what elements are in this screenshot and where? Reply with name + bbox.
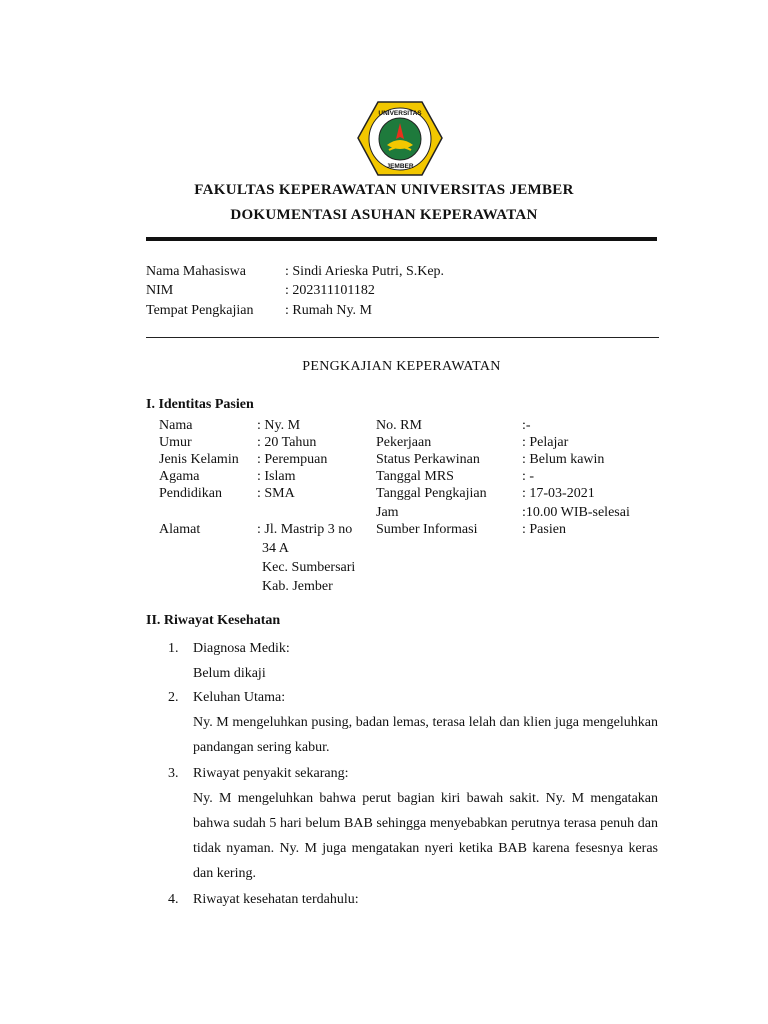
student-value-name: : Sindi Arieska Putri, S.Kep. [285, 264, 445, 279]
history-item-title: Diagnosa Medik: [193, 641, 290, 656]
student-value-nim: : 202311101182 [285, 283, 375, 298]
identity-label-status: Status Perkawinan [376, 452, 480, 467]
identity-value-alamat-2: 34 A [262, 541, 289, 556]
student-label-name: Nama Mahasiswa [146, 264, 246, 279]
identity-label-gender: Jenis Kelamin [159, 452, 239, 467]
identity-heading: I. Identitas Pasien [146, 397, 254, 412]
history-item-number: 2. [168, 690, 179, 705]
history-item-body: Ny. M mengeluhkan bahwa perut bagian kiri bawah sakit. Ny. M mengatakan bahwa sudah 5 hari belum BAB sehingga menyebabkan perutnya terasa penuh dan tidak nyaman. Ny. M juga mengatakan nyeri ketika BAB karena fesesnya keras dan kering. [193, 791, 658, 881]
history-item-number: 4. [168, 892, 179, 907]
identity-label-tanggal: Tanggal Pengkajian [376, 486, 487, 501]
identity-label-pendidikan: Pendidikan [159, 486, 222, 501]
identity-value-pendidikan: : SMA [257, 486, 295, 501]
identity-label-agama: Agama [159, 469, 200, 484]
header-divider-thick [146, 237, 657, 241]
identity-value-tanggal: : 17-03-2021 [522, 486, 595, 501]
identity-value-agama: : Islam [257, 469, 296, 484]
identity-value-status: : Belum kawin [522, 452, 605, 467]
identity-value-pekerjaan: : Pelajar [522, 435, 569, 450]
document-title: DOKUMENTASI ASUHAN KEPERAWATAN [230, 207, 538, 223]
identity-value-gender: : Perempuan [257, 452, 328, 467]
history-item-number: 3. [168, 766, 179, 781]
history-item-title: Riwayat kesehatan terdahulu: [193, 892, 359, 907]
svg-text:UNIVERSITAS: UNIVERSITAS [378, 110, 422, 117]
faculty-title: FAKULTAS KEPERAWATAN UNIVERSITAS JEMBER [194, 182, 574, 198]
history-item-title: Keluhan Utama: [193, 690, 286, 705]
identity-label-jam: Jam [376, 505, 399, 520]
identity-value-mrs: : - [522, 469, 535, 484]
university-logo-icon [357, 101, 443, 176]
student-label-nim: NIM [146, 283, 174, 298]
identity-value-nama: : Ny. M [257, 418, 301, 433]
identity-label-nama: Nama [159, 418, 193, 433]
identity-label-pekerjaan: Pekerjaan [376, 435, 432, 450]
identity-label-alamat: Alamat [159, 522, 201, 537]
identity-value-alamat-4: Kab. Jember [262, 579, 333, 594]
svg-text:JEMBER: JEMBER [386, 163, 414, 170]
history-item-number: 1. [168, 641, 179, 656]
student-divider [146, 337, 659, 338]
identity-label-umur: Umur [159, 435, 192, 450]
history-item-body: Belum dikaji [193, 666, 266, 681]
student-value-place: : Rumah Ny. M [285, 303, 372, 318]
student-label-place: Tempat Pengkajian [146, 303, 254, 318]
history-item-body: Ny. M mengeluhkan pusing, badan lemas, terasa lelah dan klien juga mengeluhkan pandangan sering kabur. [193, 715, 658, 755]
identity-value-jam: :10.00 WIB-selesai [522, 505, 630, 520]
identity-value-alamat-3: Kec. Sumbersari [262, 560, 356, 575]
identity-value-sumber: : Pasien [522, 522, 566, 537]
history-heading: II. Riwayat Kesehatan [146, 613, 281, 628]
identity-value-norm: :- [522, 418, 531, 433]
history-item-title: Riwayat penyakit sekarang: [193, 766, 349, 781]
identity-label-sumber: Sumber Informasi [376, 522, 478, 537]
identity-label-norm: No. RM [376, 418, 422, 433]
identity-label-mrs: Tanggal MRS [376, 469, 454, 484]
section-title: PENGKAJIAN KEPERAWATAN [302, 359, 501, 374]
identity-value-alamat-1: : Jl. Mastrip 3 no [257, 522, 353, 537]
identity-value-umur: : 20 Tahun [257, 435, 317, 450]
